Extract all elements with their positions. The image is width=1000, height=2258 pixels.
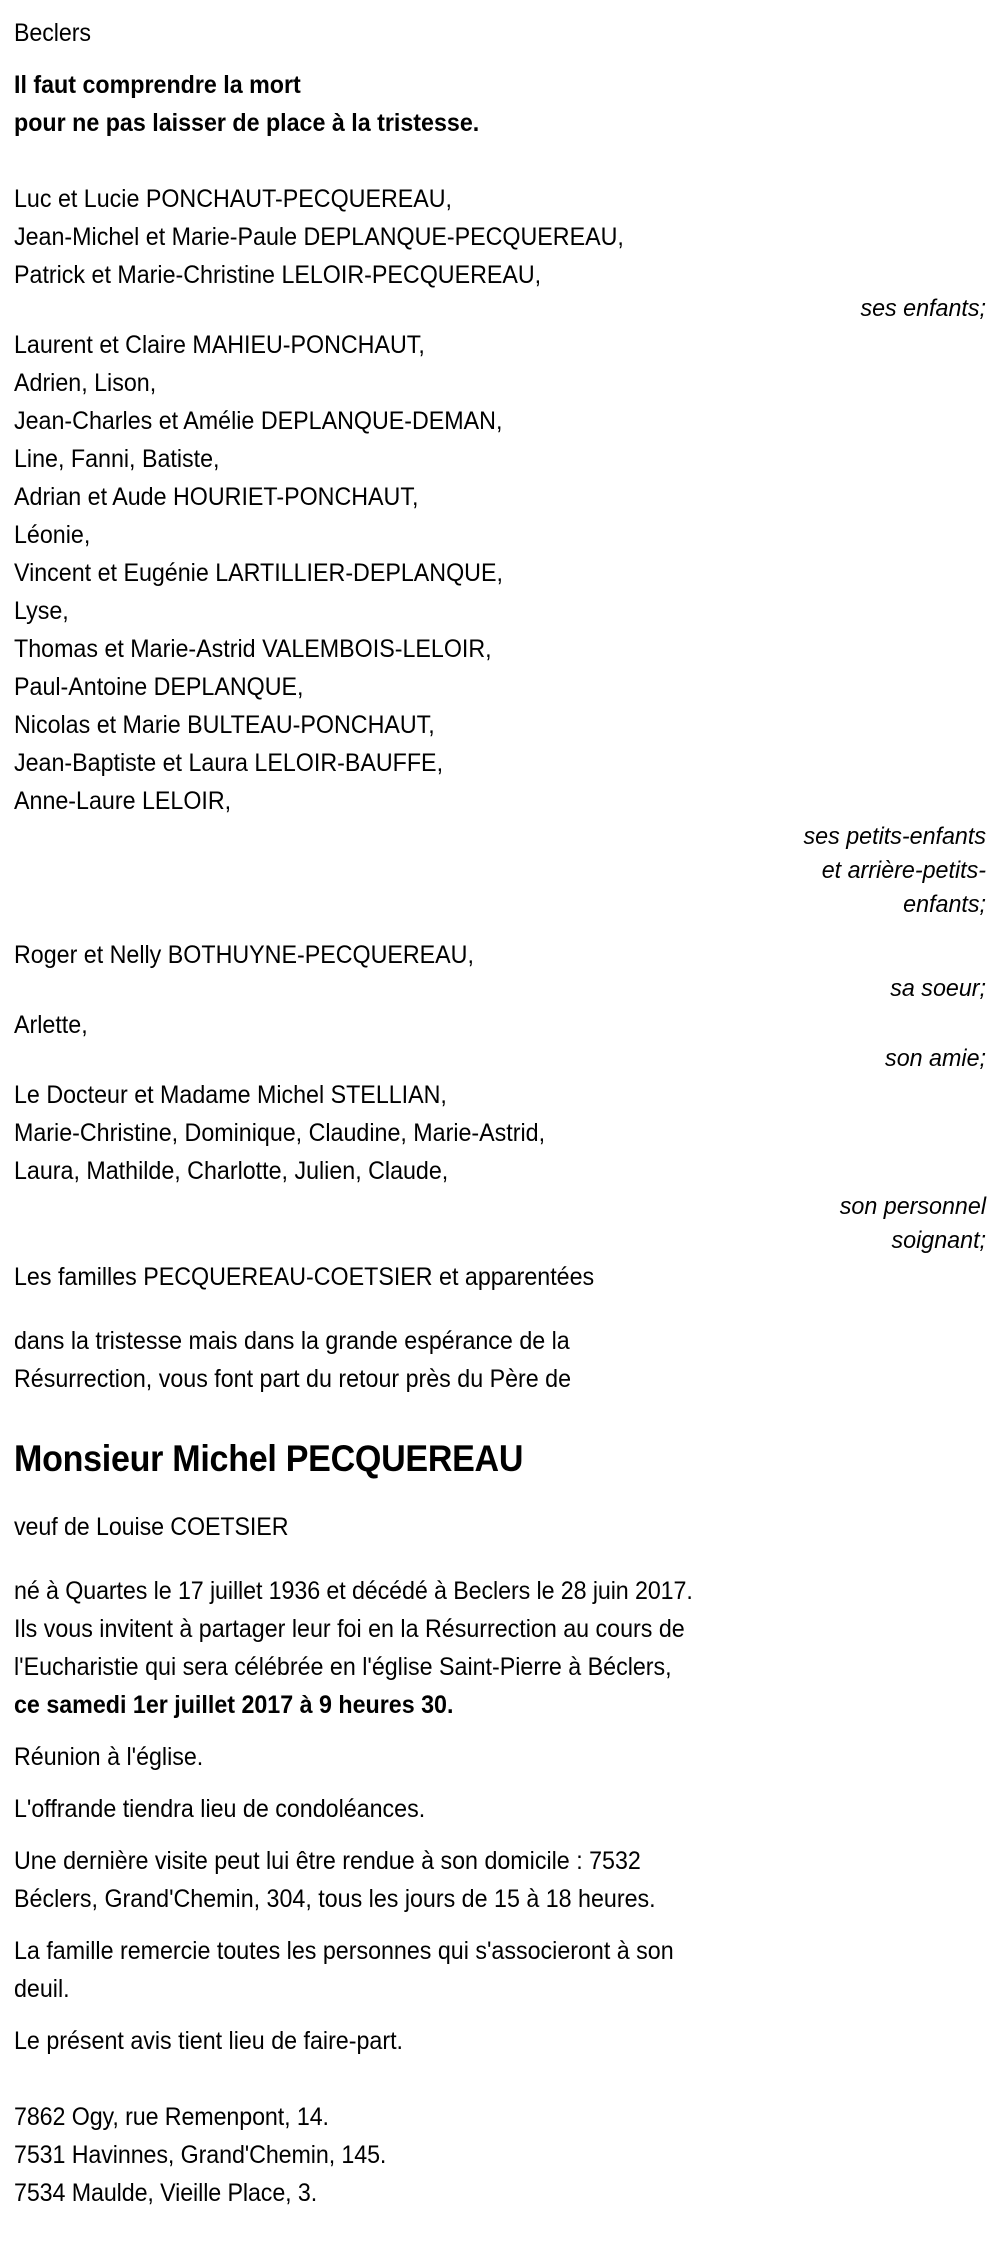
grandchildren-annotation-line-3: enfants; xyxy=(903,891,986,918)
spacer xyxy=(14,1482,986,1508)
spacer xyxy=(14,1546,986,1572)
spacer xyxy=(14,1828,986,1842)
ceremony-text-bold: ce samedi 1er juillet 2017 à 9 heures 30. xyxy=(14,1691,454,1719)
note-line-2: Une dernière visite peut lui être rendue à son domicile : 7532 Béclers, Grand'Chemin, 304, tous les jours de 15 à 18 heures. xyxy=(14,1847,656,1913)
address-line-0: 7862 Ogy, rue Remenpont, 14. xyxy=(14,2103,329,2131)
grandchildren-name-5: Léonie, xyxy=(14,521,91,549)
grandchildren-name-6: Vincent et Eugénie LARTILLIER-DEPLANQUE, xyxy=(14,559,503,587)
note-line-3: La famille remercie toutes les personnes qui s'associeront à son deuil. xyxy=(14,1937,681,2003)
grandchildren-name-2: Jean-Charles et Amélie DEPLANQUE-DEMAN, xyxy=(14,407,503,435)
grandchildren-group xyxy=(14,326,986,922)
grandchildren-name-7: Lyse, xyxy=(14,597,69,625)
children-group xyxy=(14,180,986,326)
caregivers-annotation-line-1: son personnel xyxy=(839,1193,986,1220)
spacer xyxy=(14,922,986,936)
friend-relationship-annotation: son amie; xyxy=(885,1045,986,1072)
ceremony-paragraph xyxy=(14,1610,693,1724)
note-line-0: Réunion à l'église. xyxy=(14,1743,204,1771)
spacer xyxy=(14,2008,986,2022)
birth-death-line: né à Quartes le 17 juillet 1936 et décédé à Beclers le 28 juin 2017. xyxy=(14,1577,693,1605)
note-line-1: L'offrande tiendra lieu de condoléances. xyxy=(14,1795,426,1823)
sister-name-0: Roger et Nelly BOTHUYNE-PECQUEREAU, xyxy=(14,941,474,969)
deceased-name-heading: Monsieur Michel PECQUEREAU xyxy=(14,1438,524,1479)
caregivers-name-2: Laura, Mathilde, Charlotte, Julien, Claude, xyxy=(14,1157,449,1185)
address-line-1: 7531 Havinnes, Grand'Chemin, 145. xyxy=(14,2141,387,2169)
spacer xyxy=(14,2060,986,2098)
grandchildren-annotation-line-1: ses petits-enfants xyxy=(803,823,986,850)
quote-line-1: Il faut comprendre la mort xyxy=(14,71,301,99)
note-line-4: Le présent avis tient lieu de faire-part. xyxy=(14,2027,404,2055)
families-line: Les familles PECQUEREAU-COETSIER et apparentées xyxy=(14,1263,595,1291)
grandchildren-name-0: Laurent et Claire MAHIEU-PONCHAUT, xyxy=(14,331,425,359)
spacer xyxy=(14,142,986,180)
address-line-2: 7534 Maulde, Vieille Place, 3. xyxy=(14,2179,318,2207)
caregivers-relationship-annotation xyxy=(14,1190,986,1258)
announcement-paragraph: dans la tristesse mais dans la grande espérance de la Résurrection, vous font part du retour près du Père de xyxy=(14,1327,577,1393)
friend-name-0: Arlette, xyxy=(14,1011,88,1039)
spacer xyxy=(14,1918,986,1932)
children-relationship-annotation: ses enfants; xyxy=(860,295,986,322)
grandchildren-name-3: Line, Fanni, Batiste, xyxy=(14,445,220,473)
locality-label: Beclers xyxy=(14,19,91,47)
sister-relationship-annotation: sa soeur; xyxy=(890,975,986,1002)
caregivers-group xyxy=(14,1076,986,1258)
widower-line: veuf de Louise COETSIER xyxy=(14,1513,289,1541)
caregivers-name-1: Marie-Christine, Dominique, Claudine, Marie-Astrid, xyxy=(14,1119,546,1147)
quote-line-2: pour ne pas laisser de place à la tristesse. xyxy=(14,109,480,137)
spacer xyxy=(14,1296,986,1322)
children-name-0: Luc et Lucie PONCHAUT-PECQUEREAU, xyxy=(14,185,453,213)
grandchildren-name-8: Thomas et Marie-Astrid VALEMBOIS-LELOIR, xyxy=(14,635,492,663)
children-name-1: Jean-Michel et Marie-Paule DEPLANQUE-PECQUEREAU, xyxy=(14,223,624,251)
grandchildren-annotation-line-2: et arrière-petits- xyxy=(821,857,986,884)
children-name-2: Patrick et Marie-Christine LELOIR-PECQUEREAU, xyxy=(14,261,542,289)
grandchildren-name-1: Adrien, Lison, xyxy=(14,369,157,397)
grandchildren-name-11: Jean-Baptiste et Laura LELOIR-BAUFFE, xyxy=(14,749,444,777)
caregivers-name-0: Le Docteur et Madame Michel STELLIAN, xyxy=(14,1081,447,1109)
sister-group xyxy=(14,936,986,1006)
ceremony-text-normal: Ils vous invitent à partager leur foi en la Résurrection au cours de l'Eucharistie qui sera célébrée en l'église Saint-Pierre à Béclers, xyxy=(14,1615,692,1681)
grandchildren-name-12: Anne-Laure LELOIR, xyxy=(14,787,232,815)
grandchildren-name-10: Nicolas et Marie BULTEAU-PONCHAUT, xyxy=(14,711,435,739)
spacer xyxy=(14,1724,986,1738)
grandchildren-name-9: Paul-Antoine DEPLANQUE, xyxy=(14,673,304,701)
grandchildren-name-4: Adrian et Aude HOURIET-PONCHAUT, xyxy=(14,483,419,511)
spacer xyxy=(14,52,986,66)
spacer xyxy=(14,1398,986,1436)
caregivers-annotation-line-2: soignant; xyxy=(891,1227,986,1254)
friend-group xyxy=(14,1006,986,1076)
grandchildren-relationship-annotation xyxy=(14,820,986,922)
spacer xyxy=(14,1776,986,1790)
